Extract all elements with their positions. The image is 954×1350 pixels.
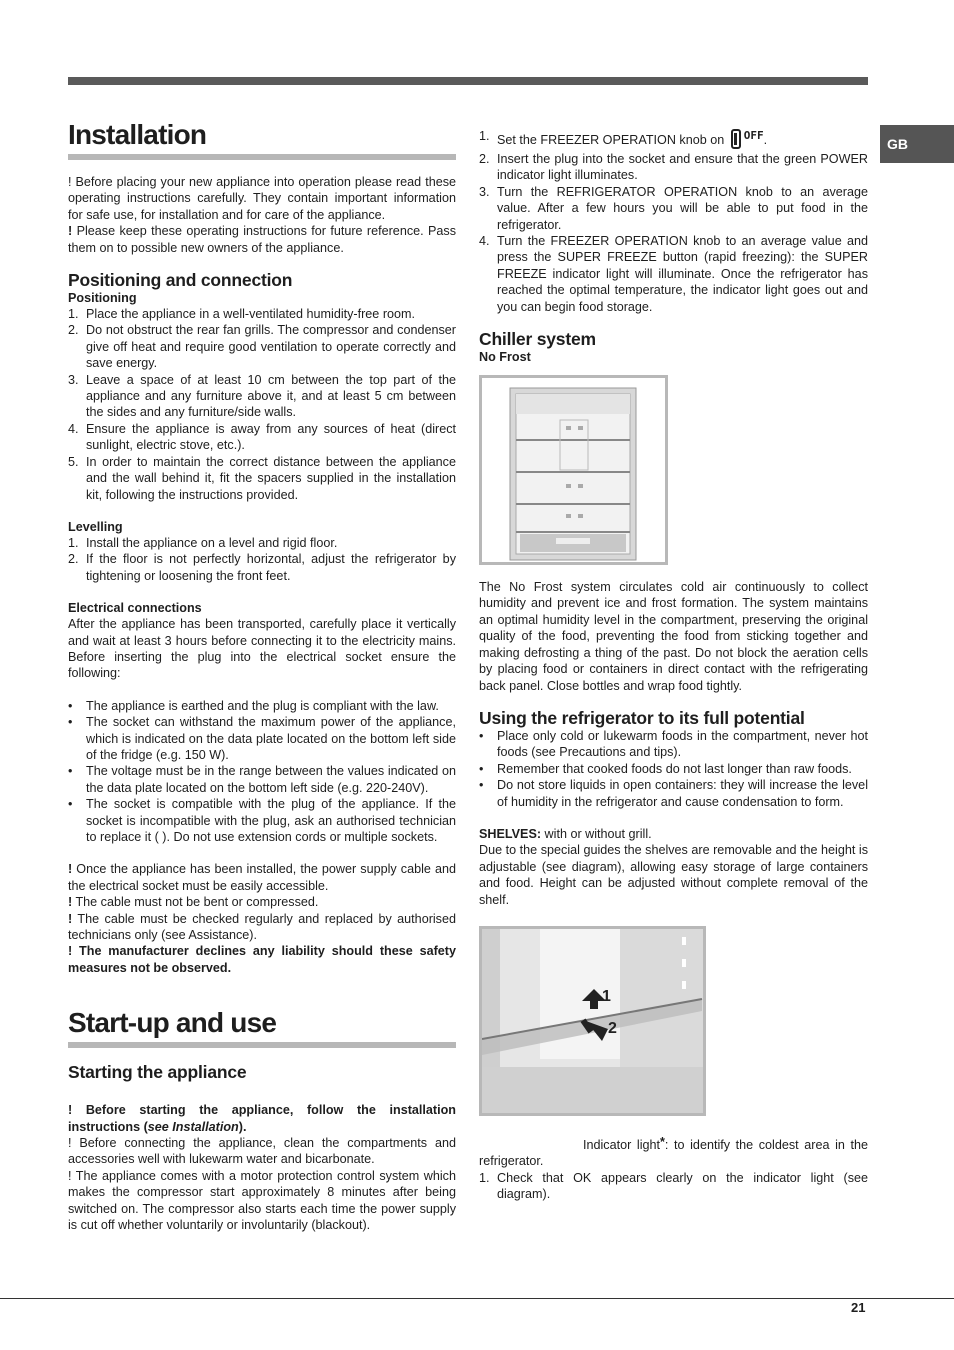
list-item: 4. Turn the FREEZER OPERATION knob to an average value and press the SUPER FREEZE button (rapid freezing): the SUPER FREEZE indicator light will illuminate. Once the refrigerator has reached the optimal temperature, the indicator light goes out and you can begin food storage.: [479, 234, 868, 314]
top-rule: [68, 77, 868, 85]
levelling-subheading: Levelling: [68, 519, 123, 534]
shelf-step-1-label: 1: [602, 987, 611, 1005]
knob-icon: [731, 129, 741, 149]
indicator-text: Indicator light*: to identify the coldest area in the refrigerator.: [479, 1134, 868, 1169]
list-item: • Place only cold or lukewarm foods in the compartment, never hot foods (see Precautions and tips).: [479, 728, 868, 760]
list-item: 5. In order to maintain the correct distance between the appliance and the wall behind it, fit the spacers supplied in the installation kit, following the instructions provided.: [68, 454, 456, 502]
list-item: • Remember that cooked foods do not last longer than raw foods.: [479, 761, 852, 776]
installation-title: Installation: [68, 118, 456, 160]
levelling-list: [68, 535, 456, 584]
positioning-list: [68, 306, 456, 503]
shelf-step-2-label: 2: [608, 1019, 617, 1037]
intro-text-2: ! Please keep these operating instructions for future reference. Pass them on to possible new owners of the appliance.: [68, 224, 456, 255]
indicator-steps: [479, 1170, 868, 1203]
note-cable: ! The cable must not be bent or compressed.: [68, 895, 319, 910]
list-item: • Do not store liquids in open containers: they will increase the level of humidity in the refrigerator and cause condensation to form.: [479, 778, 868, 809]
list-item: 3. Turn the REFRIGERATOR OPERATION knob to an average value. After a few hours you will be able to put food in the refrigerator.: [479, 184, 868, 232]
startup-warning: ! Before starting the appliance, follow the installation instructions (see Installation).: [68, 1103, 456, 1134]
startup-steps: [479, 128, 868, 315]
list-item: 4. Ensure the appliance is away from any sources of heat (direct sunlight, electric stove, etc.).: [68, 421, 456, 453]
page-number: 21: [851, 1300, 866, 1315]
list-item: • The socket can withstand the maximum power of the appliance, which is indicated on the data plate located on the bottom left side of the fridge (e.g. 150 W).: [68, 715, 456, 762]
language-tab: GB: [880, 125, 954, 163]
positioning-heading: Positioning and connection: [68, 270, 293, 291]
list-item: • The appliance is earthed and the plug is compliant with the law.: [68, 698, 439, 713]
chiller-subheading: No Frost: [479, 350, 531, 365]
starting-heading: Starting the appliance: [68, 1062, 247, 1083]
note-accessible: ! Once the appliance has been installed, the power supply cable and the electrical socket must be easily accessible.: [68, 862, 456, 893]
list-item: 2. Insert the plug into the socket and ensure that the green POWER indicator light illuminates.: [479, 152, 868, 183]
fridge-interior-image: [479, 375, 668, 565]
list-item: • The socket is compatible with the plug of the appliance. If the socket is incompatible with the plug, ask an authorised technician to replace it ( ). Do not use extension cords or multiple sockets.: [68, 797, 456, 844]
list-item: 3. Leave a space of at least 10 cm between the top part of the appliance and any furniture above it, and at least 5 cm between the sides and any furniture/side walls.: [68, 372, 456, 420]
startup-motor-note: ! The appliance comes with a motor protection control system which makes the compressor start approximately 8 minutes after being switched on. The compressor also starts each time the power supply is cut off whether voluntarily or involuntarily (blackout).: [68, 1168, 456, 1233]
electrical-subheading: Electrical connections: [68, 601, 202, 616]
list-item: 2. Do not obstruct the rear fan grills. The compressor and condenser give off heat and require good ventilation to operate correctly and save energy.: [68, 323, 456, 371]
chiller-text: The No Frost system circulates cold air continuously to collect humidity and prevent ice and frost formation. The system maintains an optimal humidity level in the compartment, preserving the original quality of the food, preventing the food from sticking together and making defrosting a thing of the past. Do not block the aeration cells by placing food or containers in direct contact with the refrigerating back panel. Close bottles and wrap food tightly.: [479, 580, 868, 693]
startup-clean-note: ! Before connecting the appliance, clean the compartments and accessories well with lukewarm water and bicarbonate.: [68, 1136, 456, 1167]
list-item: 1. Check that OK appears clearly on the indicator light (see diagram).: [479, 1170, 868, 1202]
bottom-rule: [0, 1298, 954, 1299]
list-item: • The voltage must be in the range between the values indicated on the data plate located on the bottom left side (e.g. 220-240V).: [68, 764, 456, 795]
note-check: ! The cable must be checked regularly and replaced by authorised technicians only (see Assistance).: [68, 911, 456, 943]
shelves-text: Due to the special guides the shelves are removable and the height is adjustable (see diagram), allowing easy storage of large containers and food. Height can be adjusted without complete removal of the shelf.: [479, 843, 868, 907]
list-item: 1. Set the FREEZER OPERATION knob on OFF.: [479, 129, 768, 147]
left-column: [68, 118, 456, 1234]
list-item: 1. Place the appliance in a well-ventilated humidity-free room.: [68, 307, 416, 322]
shelf-adjust-image: [479, 926, 706, 1116]
shelves-label: SHELVES: with or without grill.: [479, 826, 652, 841]
right-column: [479, 128, 868, 1203]
chiller-heading: Chiller system: [479, 329, 596, 350]
list-item: 1. Install the appliance on a level and rigid floor.: [68, 535, 338, 550]
positioning-subheading: Positioning: [68, 291, 137, 306]
startup-title: Start-up and use: [68, 1006, 456, 1048]
potential-list: [479, 728, 868, 810]
electrical-list: [68, 698, 456, 846]
list-item: 2. If the floor is not perfectly horizontal, adjust the refrigerator by tightening or loosening the front feet.: [68, 552, 456, 583]
liability-note: ! The manufacturer declines any liability should these safety measures not be observed.: [68, 944, 456, 975]
potential-heading: Using the refrigerator to its full potential: [479, 707, 805, 728]
intro-text: ! Before placing your new appliance into operation please read these operating instructions carefully. They contain important information for safe use, for installation and for care of the appliance.: [68, 175, 456, 222]
electrical-intro: After the appliance has been transported, carefully place it vertically and wait at least 3 hours before connecting it to the electricity mains. Before inserting the plug into the electrical socket ensure the following:: [68, 617, 456, 681]
